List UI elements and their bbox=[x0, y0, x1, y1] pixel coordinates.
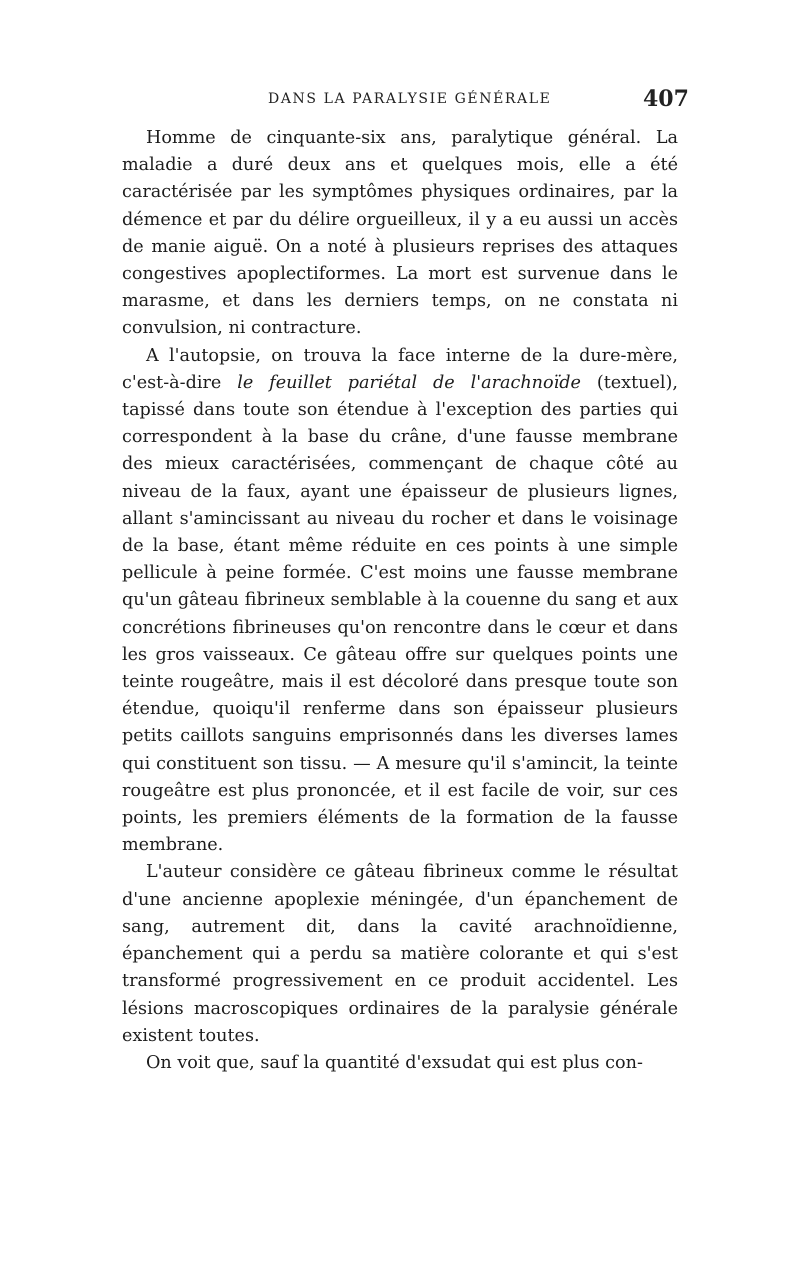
body-text bbox=[122, 125, 678, 1077]
paragraph-author-interpretation: L'auteur considère ce gâteau fibrineux comme le résultat d'une ancienne apoplexie méningée, d'un épanchement de sang, autrement dit, dans la cavité arachnoïdienne, épanchement qui a perdu sa matière colorante et qui s'est transformé progressivement en ce produit accidentel. Les lésions macroscopiques ordinaires de la paralysie générale existent toutes. bbox=[122, 862, 678, 1046]
running-head: DANS LA PARALYSIE GÉNÉRALE bbox=[268, 91, 552, 107]
autopsy-text-start: A l'autopsie, on trouva la face interne de la dure-mère, c'est-à-dire bbox=[122, 345, 678, 393]
paragraph-autopsy bbox=[122, 343, 678, 860]
paragraph-conclusion-start: On voit que, sauf la quantité d'exsudat qui est plus con- bbox=[146, 1052, 643, 1073]
autopsy-text-end: (textuel), tapissé dans toute son étendue à l'exception des parties qui correspondent à la base du crâne, d'une fausse membrane des mieux caractérisées, commençant de chaque côté au niveau de la faux, ayant une épaisseur de plusieurs lignes, allant s'amincissant au niveau du rocher et dans le voisinage de la base, étant même réduite en ces points à une simple pellicule à peine formée. C'est moins une fausse membrane qu'un gâteau fibrineux semblable à la couenne du sang et aux concrétions fibrineuses qu'on rencontre dans le cœur et dans les gros vaisseaux. Ce gâteau offre sur quelques points une teinte rougeâtre, mais il est décoloré dans presque toute son étendue, quoiqu'il renferme dans son épaisseur plusieurs petits caillots sanguins emprisonnés dans les diverses lames qui constituent son tissu. — A mesure qu'il s'amincit, la teinte rougeâtre est plus prononcée, et il est facile de voir, sur ces points, les premiers éléments de la formation de la fausse membrane. bbox=[122, 372, 678, 856]
paragraph-case-description: Homme de cinquante-six ans, paralytique général. La maladie a duré deux ans et quelques mois, elle a été caractérisée par les symptômes physiques ordinaires, par la démence et par du délire orgueilleux, il y a eu aussi un accès de manie aiguë. On a noté à plusieurs reprises des attaques congestives apoplectiformes. La mort est survenue dans le marasme, et dans les derniers temps, on ne constata ni convulsion, ni contracture. bbox=[122, 128, 678, 339]
autopsy-italic-term: le feuillet pariétal de l'arachnoïde bbox=[237, 372, 581, 393]
page-header bbox=[0, 86, 800, 116]
page-number: 407 bbox=[643, 86, 689, 112]
